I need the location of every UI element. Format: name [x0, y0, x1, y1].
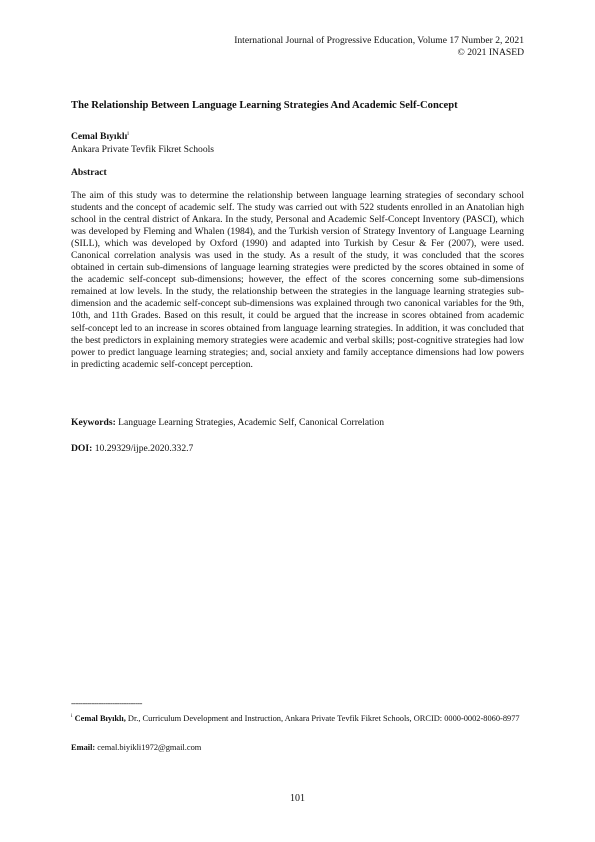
author-footnote — [71, 711, 527, 724]
journal-citation: International Journal of Progressive Education, Volume 17 Number 2, 2021 — [234, 35, 524, 46]
abstract-body — [71, 190, 524, 371]
doi-line — [71, 443, 193, 454]
keywords-label: Keywords: — [71, 417, 116, 428]
abstract-text: The aim of this study was to determine the relationship between language learning strategies of secondary school students and the concept of academic self. The study was carried out with 522 students enrolled in an Anatolian high school in the central district of Ankara. In the study, Personal and Academic Self-Concept Inventory (PASCI), which was developed by Fleming and Whalen (1984), and the Turkish version of Strategy Inventory of Language Learning (SILL), which was developed by Oxford (1990) and adapted into Turkish by Cesur & Fer (2007), were used. Canonical correlation analysis was used in the study. As a result of the study, it was concluded that the scores obtained in certain sub-dimensions of language learning strategies were predicted by the scores obtained in some of the academic self-concept sub-dimensions; however, the effect of the scores concerning some sub-dimensions remained at low levels. In the study, the relationship between the strategies in the language learning strategies sub-dimension and the academic self-concept sub-dimensions was explained through two canonical variables for the 9th, 10th, and 11th Grades. Based on this result, it could be argued that the increase in scores obtained from academic self-concept led to an increase in scores obtained from language learning strategies. In addition, it was concluded that the best predictors in explaining memory strategies were academic and verbal skills; post-cognitive strategies had low power to predict language learning strategies; and, social anxiety and family acceptance dimensions had low powers in predicting academic self-concept perception. — [71, 190, 524, 370]
keywords-value: Language Learning Strategies, Academic Self, Canonical Correlation — [118, 417, 385, 428]
footnote-author-name: Cemal Bıyıklı, — [74, 713, 126, 723]
email-label: Email: — [71, 743, 96, 752]
abstract-heading: Abstract — [71, 167, 107, 178]
footnote-separator: ------------------------------- — [71, 699, 142, 708]
author-email — [71, 743, 201, 752]
article-title: The Relationship Between Language Learning Strategies And Academic Self-Concept — [71, 100, 458, 111]
author-block — [71, 128, 214, 156]
footnote-text: Dr., Curriculum Development and Instruction, Ankara Private Tevfik Fikret Schools, ORCID: 0000-0002-8060-8977 — [127, 713, 520, 723]
author-name: Cemal Bıyıklı — [71, 131, 128, 143]
author-affiliation: Ankara Private Tevfik Fikret Schools — [71, 144, 215, 156]
author-footnote-mark: i — [127, 131, 129, 137]
author-line — [71, 128, 214, 143]
footnote-mark: i — [71, 713, 73, 719]
doi-value: 10.29329/ijpe.2020.332.7 — [94, 443, 194, 454]
email-address[interactable]: cemal.biyikli1972@gmail.com — [97, 743, 202, 752]
doi-label: DOI: — [71, 443, 93, 454]
keywords-line — [71, 417, 384, 428]
copyright-notice: © 2021 INASED — [457, 47, 524, 58]
journal-header — [234, 35, 524, 59]
page-number: 101 — [290, 793, 305, 804]
